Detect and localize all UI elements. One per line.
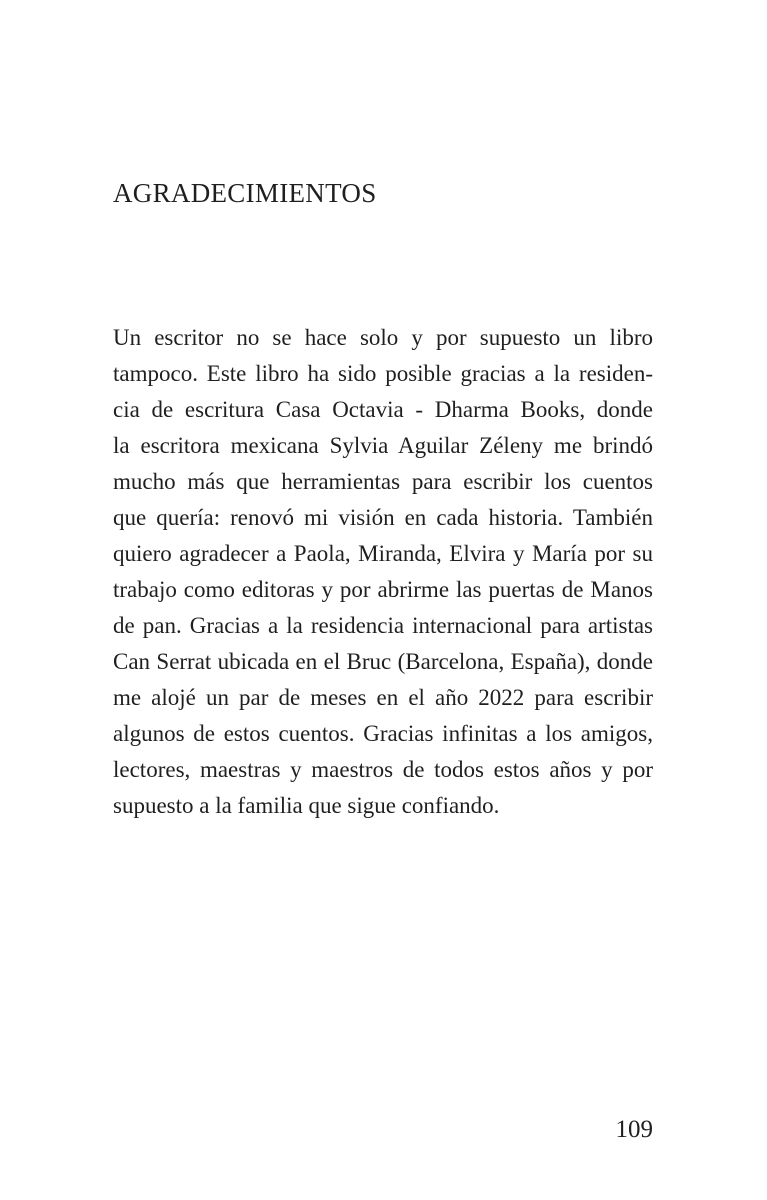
paragraph-line: mucho más que herramientas para escribir los cuentos xyxy=(113,469,653,494)
paragraph-line: tampoco. Este libro ha sido posible gracias a la residen- xyxy=(113,361,653,386)
paragraph-line: de pan. Gracias a la residencia internacional para artistas xyxy=(113,613,653,638)
paragraph-line: trabajo como editoras y por abrirme las puertas de Manos xyxy=(113,577,653,602)
paragraph-line: algunos de estos cuentos. Gracias infinitas a los amigos, xyxy=(113,721,653,746)
paragraph-line: cia de escritura Casa Octavia - Dharma Books, donde xyxy=(113,397,653,422)
page-number: 109 xyxy=(615,1116,653,1143)
acknowledgments-paragraph xyxy=(113,320,653,824)
paragraph-line: que quería: renovó mi visión en cada historia. También xyxy=(113,505,653,530)
paragraph-line: supuesto a la familia que sigue confiando. xyxy=(113,793,500,818)
paragraph-line: lectores, maestras y maestros de todos estos años y por xyxy=(113,757,653,782)
chapter-heading: AGRADECIMIENTOS xyxy=(113,178,377,208)
paragraph-line: Can Serrat ubicada en el Bruc (Barcelona, España), donde xyxy=(113,649,653,674)
paragraph-line: la escritora mexicana Sylvia Aguilar Zéleny me brindó xyxy=(113,433,653,458)
paragraph-line: me alojé un par de meses en el año 2022 para escribir xyxy=(113,685,653,710)
paragraph-line: Un escritor no se hace solo y por supuesto un libro xyxy=(113,325,653,350)
paragraph-line: quiero agradecer a Paola, Miranda, Elvira y María por su xyxy=(113,541,653,566)
